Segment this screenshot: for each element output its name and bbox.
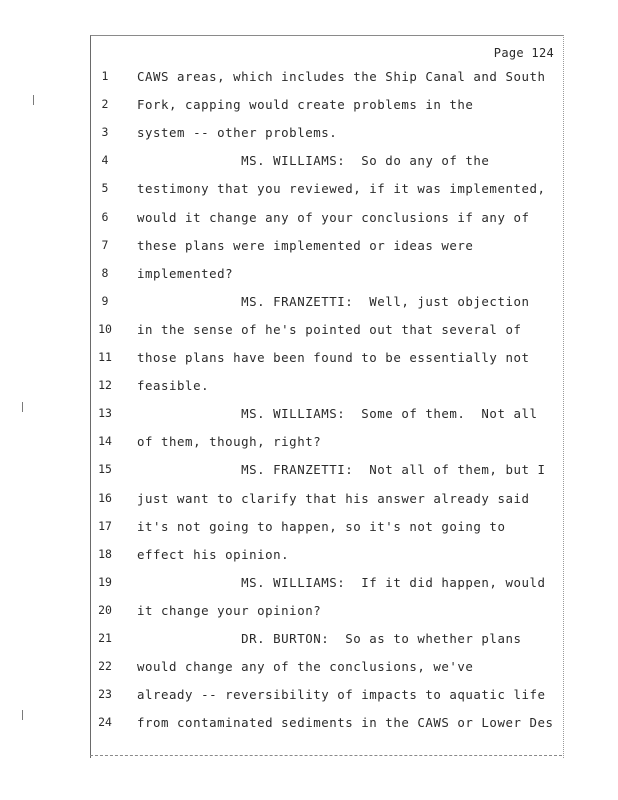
line-number: 21 [98, 631, 112, 645]
line-number: 14 [98, 434, 112, 449]
line-number: 3 [101, 125, 109, 140]
line-text: DR. BURTON: So as to whether plans [137, 631, 522, 646]
line-number: 8 [101, 265, 109, 280]
page-bottom-rule [90, 755, 562, 756]
binding-hole-mark [22, 402, 26, 412]
line-text: implemented? [137, 265, 234, 281]
line-number: 9 [101, 293, 109, 308]
line-text: would change any of the conclusions, we've [137, 659, 474, 675]
line-number: 13 [98, 406, 112, 421]
line-number: 4 [101, 153, 109, 168]
binding-hole-mark [33, 95, 37, 105]
line-text: MS. FRANZETTI: Well, just objection [137, 293, 530, 309]
line-number: 23 [98, 687, 112, 702]
line-text: those plans have been found to be essentially not [137, 350, 530, 365]
line-number: 18 [98, 546, 112, 561]
line-number: 6 [101, 209, 109, 224]
line-number: 11 [98, 350, 112, 364]
line-text: MS. WILLIAMS: If it did happen, would [137, 574, 546, 590]
line-number: 5 [101, 181, 109, 196]
line-number: 24 [98, 715, 112, 730]
line-number: 12 [98, 378, 112, 393]
line-number: 7 [101, 237, 109, 252]
line-text: MS. WILLIAMS: Some of them. Not all [137, 406, 538, 422]
line-text: from contaminated sediments in the CAWS or Lower Des [137, 715, 554, 731]
line-text: it change your opinion? [137, 602, 322, 618]
line-text: Fork, capping would create problems in the [137, 97, 474, 113]
line-number: 1 [101, 69, 109, 83]
page-number: Page 124 [493, 46, 554, 60]
line-number: 22 [98, 659, 112, 674]
line-text: of them, though, right? [137, 434, 322, 450]
line-number: 15 [98, 462, 112, 477]
line-number: 20 [98, 602, 112, 617]
line-text: these plans were implemented or ideas were [137, 237, 474, 253]
line-text: effect his opinion. [137, 546, 290, 562]
line-text: system -- other problems. [137, 125, 338, 141]
line-text: just want to clarify that his answer already said [137, 490, 530, 506]
line-text: MS. WILLIAMS: So do any of the [137, 153, 490, 169]
line-number: 2 [101, 97, 109, 112]
line-text: MS. FRANZETTI: Not all of them, but I [137, 462, 546, 478]
line-text: feasible. [137, 378, 210, 394]
line-number: 17 [98, 518, 112, 533]
line-text: in the sense of he's pointed out that several of [137, 321, 522, 337]
page-border [90, 35, 564, 758]
line-number: 19 [98, 574, 112, 589]
line-text: CAWS areas, which includes the Ship Canal and South [137, 69, 546, 84]
line-number: 10 [98, 321, 112, 336]
line-text: it's not going to happen, so it's not going to [137, 518, 506, 534]
line-text: testimony that you reviewed, if it was implemented, [137, 181, 546, 197]
binding-hole-mark [22, 710, 26, 720]
line-text: would it change any of your conclusions if any of [137, 209, 530, 225]
line-number: 16 [98, 490, 112, 505]
line-text: already -- reversibility of impacts to aquatic life [137, 687, 546, 703]
